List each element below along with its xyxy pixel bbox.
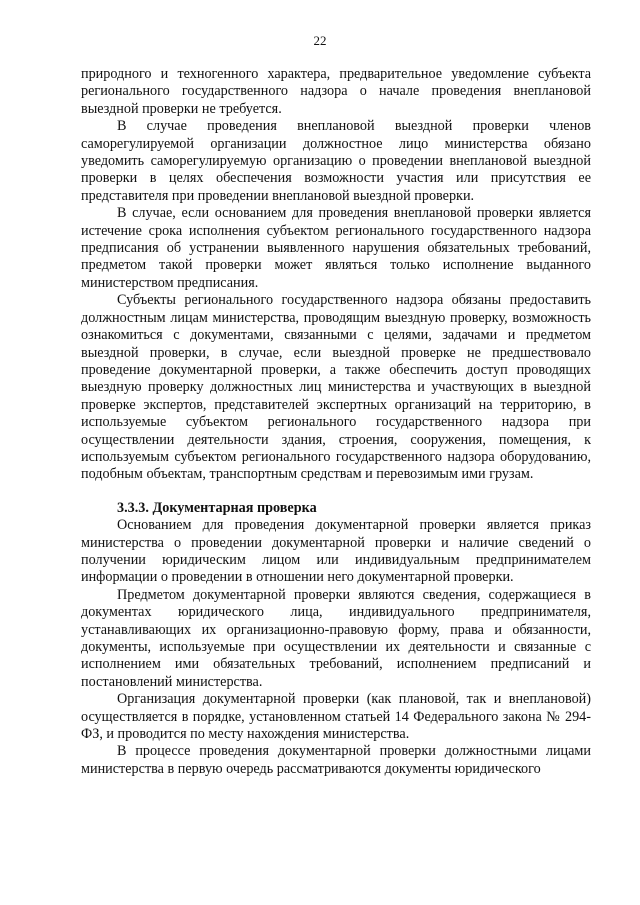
paragraph: В случае, если основанием для проведения внеплановой проверки является истечение срока исполнения субъектом регионального государственного надзора предписания об устранении выявленного нарушения обязательных требований, предметом такой проверки может являться только исполнение выданного министерством предписания. [81, 205, 591, 291]
paragraph: В случае проведения внеплановой выездной проверки членов саморегулируемой организации должностное лицо министерства обязано уведомить саморегулируемую организацию о проведении внеплановой выездной проверки в целях обеспечения возможности участия или присутствия ее представителя при проведении внеплановой выездной проверки. [81, 118, 591, 204]
paragraph: В процессе проведения документарной проверки должностными лицами министерства в первую очередь рассматриваются документы юридического [81, 743, 591, 777]
document-body [81, 66, 591, 778]
paragraph: Основанием для проведения документарной проверки является приказ министерства о проведении документарной проверки и наличие сведений о получении юридическим лицом или индивидуальным предпринимателем информации о проведении в отношении него документарной проверки. [81, 517, 591, 586]
paragraph: Предметом документарной проверки являются сведения, содержащиеся в документах юридического лица, индивидуального предпринимателя, устанавливающих их организационно-правовую форму, права и обязанности, документы, используемые при осуществлении их деятельности и связанные с исполнением ими обязательных требований, исполнением предписаний и постановлений министерства. [81, 586, 591, 690]
paragraph: Организация документарной проверки (как плановой, так и внеплановой) осуществляется в порядке, установленном статьей 14 Федерального закона № 294-ФЗ, и проводится по месту нахождения министерства. [81, 691, 591, 743]
paragraph: Субъекты регионального государственного надзора обязаны предоставить должностным лицам министерства, проводящим выездную проверку, возможность ознакомиться с документами, связанными с целями, задачами и предметом выездной проверки, в случае, если выездной проверке не предшествовало проведение документарной проверки, а также обеспечить доступ проводящих выездную проверку должностных лиц министерства и участвующих в выездной проверке экспертов, представителей экспертных организаций на территорию, в используемые субъектом регионального государственного надзора при осуществлении деятельности здания, строения, сооружения, помещения, к используемым субъектом регионального государственного надзора оборудованию, подобным объектам, транспортным средствам и перевозимым ими грузам. [81, 292, 591, 483]
section-heading: 3.3.3. Документарная проверка [117, 499, 317, 516]
paragraph-continuation: природного и техногенного характера, предварительное уведомление субъекта регионального государственного надзора о начале проведения внеплановой выездной проверки не требуется. [81, 66, 591, 117]
page-number: 22 [313, 33, 327, 48]
